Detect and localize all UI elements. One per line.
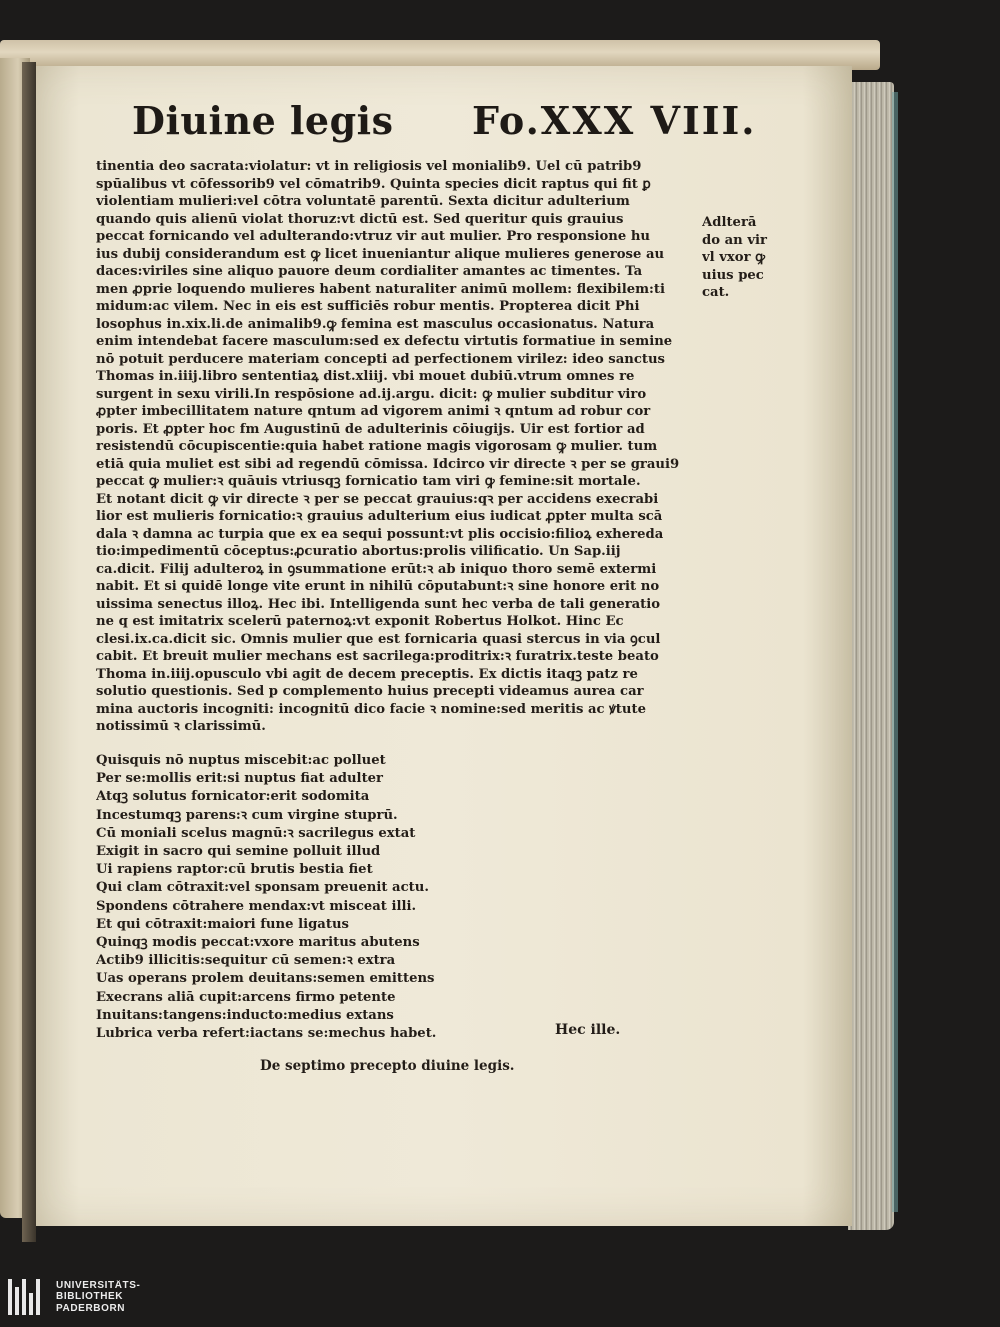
text-line: etiā quia muliet est sibi ad regendū cōmissa. Idcirco vir directe ꝛ per se graui9 [96, 456, 680, 472]
verse-block [96, 752, 476, 1043]
text-line: midum:ac vilem. Nec in eis est sufficiēs robur mentis. Propterea dicit Phi [96, 299, 640, 314]
text-line: losophus in.xix.li.de animalib9.ꝙ femina est masculus occasionatus. Natura [96, 316, 655, 332]
text-line: notissimū ꝛ clarissimū. [96, 719, 266, 734]
text-line: daces:viriles sine aliquo pauore deum cordialiter amantes ac timentes. Ta [96, 264, 643, 279]
text-line: ius dubij considerandum est ꝙ licet inueniantur alique mulieres generose au [96, 246, 665, 262]
text-line: Thomas in.iiij.libro sententiaꝝ dist.xliij. vbi mouet dubiū.vtrum omnes re [96, 369, 635, 384]
text-line: solutio questionis. Sed p complemento huius precepti videamus aurea car [96, 684, 644, 699]
verse-line: Inuitans:tangens:inducto:medius extans [96, 1007, 394, 1023]
book-gutter [22, 62, 36, 1242]
verse-line: Lubrica verba refert:iactans se:mechus habet. [96, 1026, 437, 1042]
library-logo-line: BIBLIOTHEK [56, 1291, 124, 1303]
library-logo-line: UNIVERSITÄTS- [56, 1279, 141, 1291]
margin-note [702, 214, 792, 302]
text-line: resistendū cōcupiscentie:quia habet ratione magis vigorosam ꝙ mulier. tum [96, 439, 658, 454]
margin-note-line: vl vxor ꝙ [702, 250, 766, 265]
verse-line: Exigit in sacro qui semine polluit illud [96, 844, 381, 860]
text-line: mina auctoris incogniti: incognitū dico facie ꝛ nomine:sed meritis ac ꝟtute [96, 701, 646, 717]
text-line: Thoma in.iiij.opusculo vbi agit de decem preceptis. Ex dictis itaqꝫ patz re [96, 666, 638, 682]
explicit-text: Hec ille. [555, 1022, 621, 1038]
margin-note-line: uius pec [702, 267, 764, 283]
text-line: peccat fornicando vel adulterando:vtruz vir aut mulier. Pro responsione hu [96, 229, 651, 244]
section-heading: De septimo precepto diuine legis. [260, 1058, 515, 1074]
book-fore-edge [848, 82, 894, 1230]
text-line: lior est mulieris fornicatio:ꝛ grauius adulterium eius iudicat ꝓpter multa scā [96, 509, 663, 524]
text-line: dala ꝛ damna ac turpia que ex ea sequi possunt:vt plis occisio:filioꝝ exhereda [96, 526, 664, 542]
text-line: clesi.ix.ca.dicit sic. Omnis mulier que est fornicaria quasi stercus in via ꝯcul [96, 631, 661, 647]
verse-line: Per se:mollis erit:si nuptus fiat adulter [96, 771, 384, 787]
margin-note-line: Adlterā [702, 215, 757, 230]
main-text-block [96, 158, 694, 736]
verse-line: Execrans aliā cupit:arcens firmo petente [96, 989, 396, 1005]
text-line: peccat ꝙ mulier:ꝛ quāuis vtriusqꝫ fornicatio tam viri ꝙ femine:sit mortale. [96, 474, 641, 489]
verse-line: Et qui cōtraxit:maiori fune ligatus [96, 916, 349, 932]
verse-line: Qui clam cōtraxit:vel sponsam preuenit actu. [96, 880, 429, 896]
library-logo-mark [8, 1279, 48, 1315]
text-line: Et notant dicit ꝙ vir directe ꝛ per se peccat grauius:qꝛ per accidens execrabi [96, 491, 659, 507]
verse-line: Quisquis nō nuptus miscebit:ac polluet [96, 753, 386, 768]
text-line: surgent in sexu virili.In respōsione ad.ij.argu. dicit: ꝙ mulier subditur viro [96, 386, 647, 402]
verse-line: Atqꝫ solutus fornicator:erit sodomita [96, 789, 370, 805]
text-line: poris. Et ꝓpter hoc fm Augustinū de adulterinis cōiugijs. Uir est fortior ad [96, 421, 645, 437]
text-line: enim intendebat facere masculum:sed ex defectu virtutis formatiue in semine [96, 334, 673, 349]
verse-line: Spondens cōtrahere mendax:vt misceat illi. [96, 898, 417, 914]
text-line: nabit. Et si quidē longe vite erunt in nihilū cōputabunt:ꝛ sine honore erit no [96, 579, 660, 594]
text-line: uissima senectus illoꝝ. Hec ibi. Intelligenda sunt hec verba de tali generatio [96, 596, 661, 612]
text-line: tinentia deo sacrata:violatur: vt in religiosis vel monialib9. Uel cū patrib9 [96, 159, 642, 174]
library-logo-line: PADERBORN [56, 1302, 126, 1314]
verse-line: Uas operans prolem deuitans:semen emittens [96, 971, 435, 987]
text-line: cabit. Et breuit mulier mechans est sacrilega:proditrix:ꝛ furatrix.teste beato [96, 649, 659, 664]
text-line: tio:impedimentū cōceptus:ꝓcuratio abortus:prolis vilificatio. Un Sap.iij [96, 544, 621, 559]
verse-line: Ui rapiens raptor:cū brutis bestia fiet [96, 862, 373, 878]
text-line: ca.dicit. Filij adulteroꝝ in ꝯsummatione erūt:ꝛ ab iniquo thoro semē extermi [96, 561, 657, 577]
text-line: spūalibus vt cōfessorib9 vel cōmatrib9. Quinta species dicit raptus qui fit ꝑ [96, 176, 651, 192]
margin-note-line: do an vir [702, 232, 767, 248]
library-logo [8, 1276, 140, 1318]
verse-line: Actib9 illicitis:sequitur cū semen:ꝛ extra [96, 953, 396, 969]
text-line: violentiam mulieri:vel cōtra voluntatē parentū. Sexta dicitur adulterium [96, 194, 630, 209]
folio-number: Fo.XXX VIII. [472, 98, 757, 143]
verse-line: Incestumqꝫ parens:ꝛ cum virgine stuprū. [96, 807, 398, 823]
verse-line: Cū moniali scelus magnū:ꝛ sacrilegus extat [96, 825, 416, 841]
verse-line: Quinqꝫ modis peccat:vxore maritus abutens [96, 935, 420, 951]
text-line: quando quis alienū violat thoruz:vt dictū est. Sed queritur quis grauius [96, 211, 624, 227]
text-line: nō potuit perducere materiam concepti ad perfectionem virilez: ideo sanctus [96, 351, 665, 367]
text-line: ne q est imitatrix scelerū paternoꝝ:vt exponit Robertus Holkot. Hinc Ec [96, 614, 624, 629]
text-line: men ꝓprie loquendo mulieres habent naturaliter animū mollem: flexibilem:ti [96, 281, 666, 297]
library-logo-text [56, 1280, 140, 1315]
running-head-title: Diuine legis [132, 98, 394, 143]
margin-note-line: cat. [702, 285, 730, 300]
text-line: ꝓpter imbecillitatem nature qntum ad vigorem animi ꝛ qntum ad robur cor [96, 404, 651, 419]
